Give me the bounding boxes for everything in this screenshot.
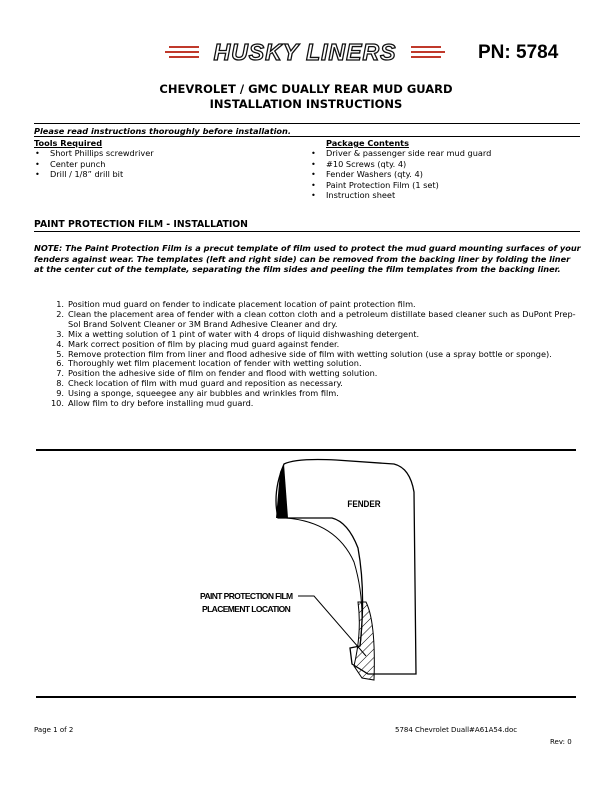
logo-text: HUSKY LINERS [213,39,397,65]
step-text: Thoroughly wet film placement location of fender with wetting solution. [68,358,362,369]
bullet-icon: • [35,148,40,158]
step-item [50,399,580,409]
divider [34,136,580,137]
film-label-line1: PAINT PROTECTION FILM [200,591,293,601]
note-text: NOTE: The Paint Protection Film is a precut template of film used to protect the mud guard mounting surfaces of your fenders against wear. The templates (left and right side) can be removed from the backing liner by folding the liner at the center cut of the template, separating the film sides and peeling the film templates from the backing liner. [34,243,581,275]
page-number: Page 1 of 2 [34,726,74,734]
bullet-icon: • [35,169,40,179]
package-list [310,148,580,201]
package-item: Instruction sheet [326,190,396,200]
bullet-icon: • [311,148,316,158]
bullet-icon: • [311,179,316,190]
step-number: 7. [56,368,64,379]
step-number: 3. [56,328,64,339]
list-item [34,169,294,180]
revision: Rev: 0 [550,738,572,746]
list-item [34,148,294,159]
step-text: Allow film to dry before installing mud guard. [68,398,254,409]
step-text: Clean the placement area of fender with a clean cotton cloth and a petroleum distillate based cleaner such as DuPont Prep-Sol Brand Solvent Cleaner or 3M Brand Adhesive Cleaner and dry. [68,308,576,329]
fender-inner-line [286,518,362,646]
figure-bottom-rule [36,696,576,698]
divider [34,231,580,232]
bullet-icon: • [311,169,316,179]
step-item [50,310,580,330]
list-item [310,190,580,201]
doc-subtitle: INSTALLATION INSTRUCTIONS [209,97,403,111]
document-filename: 5784 Chevrolet Duall#A61A54.doc [395,726,518,734]
step-number: 10. [50,398,64,409]
bullet-icon: • [35,158,40,169]
step-text: Position mud guard on fender to indicate placement location of paint protection film. [68,299,416,309]
tool-item: Center punch [50,158,106,169]
package-item: #10 Screws (qty. 4) [326,158,407,169]
list-item [310,169,580,180]
doc-title: CHEVROLET / GMC DUALLY REAR MUD GUARD [159,82,453,96]
film-label-line2: PLACEMENT LOCATION [202,604,291,614]
list-item [310,159,580,170]
package-item: Driver & passenger side rear mud guard [326,148,492,158]
package-item: Paint Protection Film (1 set) [326,179,439,190]
steps-list [50,300,580,409]
divider [34,123,580,124]
package-item: Fender Washers (qty. 4) [326,169,423,179]
tools-list [34,148,294,180]
list-item [310,180,580,191]
bullet-icon: • [311,190,316,200]
fender-shape [276,460,416,675]
step-number: 2. [56,308,64,319]
step-number: 6. [56,358,64,369]
tool-item: Short Phillips screwdriver [50,148,154,158]
husky-liners-logo [165,38,445,66]
step-text: Check location of film with mud guard and reposition as necessary. [68,378,343,389]
list-item [310,148,580,159]
section-title: PAINT PROTECTION FILM - INSTALLATION [34,219,248,230]
step-number: 5. [56,348,64,359]
tool-item: Drill / 1/8” drill bit [50,169,124,179]
step-number: 4. [56,338,64,349]
figure-top-rule [36,449,576,451]
intro-text: Please read instructions thoroughly before installation. [34,126,291,136]
step-text: Position the adhesive side of film on fender and flood with wetting solution. [68,368,378,379]
list-item [34,159,294,170]
tools-section [34,138,294,180]
fender-label: FENDER [347,498,381,510]
package-heading: Package Contents [326,138,409,148]
step-text: Remove protection film from liner and flood adhesive side of film with wetting solution (use a spray bottle or sponge). [68,348,552,359]
package-section [310,138,580,201]
step-text: Using a sponge, squeegee any air bubbles and wrinkles from film. [68,388,339,399]
part-number: PN: 5784 [478,42,559,63]
step-number: 1. [56,299,64,309]
step-number: 8. [56,378,64,389]
step-text: Mix a wetting solution of 1 pint of water with 4 drops of liquid dishwashing detergent. [68,328,420,339]
fender-diagram [36,452,576,696]
bullet-icon: • [311,158,316,169]
step-number: 9. [56,388,64,399]
step-text: Mark correct position of film by placing mud guard against fender. [68,338,340,349]
tools-heading: Tools Required [34,138,103,148]
